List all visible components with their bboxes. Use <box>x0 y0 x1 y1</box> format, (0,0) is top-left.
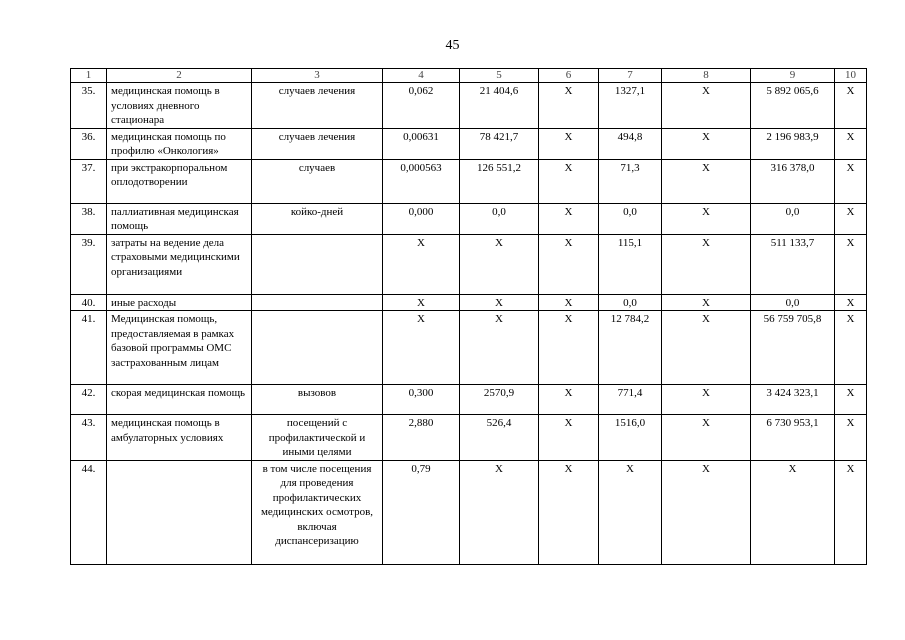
col-7-value: 12 784,2 <box>599 311 662 385</box>
col-6-value: Х <box>539 311 599 385</box>
col-6-value: Х <box>539 159 599 203</box>
row-number: 39. <box>71 234 107 294</box>
table-row <box>71 415 867 461</box>
unit-of-measure: вызовов <box>252 385 383 415</box>
row-number: 44. <box>71 460 107 564</box>
col-8-value: Х <box>662 460 751 564</box>
col-9-value: 316 378,0 <box>751 159 835 203</box>
indicator-name <box>107 460 252 564</box>
unit-of-measure <box>252 234 383 294</box>
page-number: 45 <box>445 38 460 53</box>
col-6-value: Х <box>539 203 599 234</box>
indicator-name: при экстракорпоральном оплодотворении <box>107 159 252 203</box>
row-number: 37. <box>71 159 107 203</box>
col-7-value: 0,0 <box>599 203 662 234</box>
column-number: 4 <box>383 69 460 83</box>
col-4-value: 0,300 <box>383 385 460 415</box>
col-4-value: Х <box>383 234 460 294</box>
col-9-value: 5 892 065,6 <box>751 83 835 129</box>
col-10-value: Х <box>835 128 867 159</box>
col-9-value: 6 730 953,1 <box>751 415 835 461</box>
column-number: 5 <box>460 69 539 83</box>
col-8-value: Х <box>662 234 751 294</box>
table-row <box>71 159 867 203</box>
col-5-value: Х <box>460 294 539 311</box>
col-4-value: Х <box>383 311 460 385</box>
table-row <box>71 83 867 129</box>
indicator-name: медицинская помощь в амбулаторных условиях <box>107 415 252 461</box>
row-number: 40. <box>71 294 107 311</box>
indicator-name: Медицинская помощь, предоставляемая в рамках базовой программы ОМС застрахованным лицам <box>107 311 252 385</box>
col-10-value: Х <box>835 159 867 203</box>
row-number: 38. <box>71 203 107 234</box>
column-number: 7 <box>599 69 662 83</box>
col-5-value: Х <box>460 234 539 294</box>
table-row <box>71 203 867 234</box>
indicator-name: затраты на ведение дела страховыми медицинскими организациями <box>107 234 252 294</box>
col-5-value: Х <box>460 311 539 385</box>
col-6-value: Х <box>539 234 599 294</box>
table-row <box>71 311 867 385</box>
row-number: 35. <box>71 83 107 129</box>
col-5-value: 21 404,6 <box>460 83 539 129</box>
col-7-value: 1516,0 <box>599 415 662 461</box>
col-9-value: 0,0 <box>751 294 835 311</box>
column-number: 3 <box>252 69 383 83</box>
col-9-value: 2 196 983,9 <box>751 128 835 159</box>
col-7-value: Х <box>599 460 662 564</box>
col-7-value: 115,1 <box>599 234 662 294</box>
col-10-value: Х <box>835 311 867 385</box>
col-5-value: 78 421,7 <box>460 128 539 159</box>
table-row <box>71 385 867 415</box>
col-5-value: 0,0 <box>460 203 539 234</box>
col-8-value: Х <box>662 415 751 461</box>
col-10-value: Х <box>835 234 867 294</box>
col-6-value: Х <box>539 385 599 415</box>
col-4-value: Х <box>383 294 460 311</box>
row-number: 36. <box>71 128 107 159</box>
table-row <box>71 460 867 564</box>
col-8-value: Х <box>662 83 751 129</box>
col-8-value: Х <box>662 159 751 203</box>
unit-of-measure: посещений с профилактической и иными целями <box>252 415 383 461</box>
col-10-value: Х <box>835 460 867 564</box>
col-5-value: 126 551,2 <box>460 159 539 203</box>
col-4-value: 0,00631 <box>383 128 460 159</box>
col-9-value: 3 424 323,1 <box>751 385 835 415</box>
col-4-value: 0,79 <box>383 460 460 564</box>
col-6-value: Х <box>539 83 599 129</box>
unit-of-measure <box>252 311 383 385</box>
col-6-value: Х <box>539 128 599 159</box>
col-9-value: 511 133,7 <box>751 234 835 294</box>
col-6-value: Х <box>539 415 599 461</box>
col-9-value: 56 759 705,8 <box>751 311 835 385</box>
col-10-value: Х <box>835 83 867 129</box>
data-table <box>70 68 867 565</box>
col-5-value: 526,4 <box>460 415 539 461</box>
col-7-value: 71,3 <box>599 159 662 203</box>
col-4-value: 0,000563 <box>383 159 460 203</box>
column-number: 6 <box>539 69 599 83</box>
indicator-name: скорая медицинская помощь <box>107 385 252 415</box>
row-number: 42. <box>71 385 107 415</box>
row-number: 41. <box>71 311 107 385</box>
unit-of-measure: случаев лечения <box>252 128 383 159</box>
col-7-value: 771,4 <box>599 385 662 415</box>
indicator-name: паллиативная медицинская помощь <box>107 203 252 234</box>
unit-of-measure <box>252 294 383 311</box>
row-number: 43. <box>71 415 107 461</box>
table-row <box>71 128 867 159</box>
column-number: 10 <box>835 69 867 83</box>
table-row <box>71 294 867 311</box>
col-5-value: Х <box>460 460 539 564</box>
col-8-value: Х <box>662 203 751 234</box>
header-row <box>71 69 867 83</box>
indicator-name: медицинская помощь в условиях дневного стационара <box>107 83 252 129</box>
col-7-value: 1327,1 <box>599 83 662 129</box>
column-number: 1 <box>71 69 107 83</box>
col-6-value: Х <box>539 294 599 311</box>
column-number: 8 <box>662 69 751 83</box>
unit-of-measure: случаев лечения <box>252 83 383 129</box>
col-10-value: Х <box>835 385 867 415</box>
col-8-value: Х <box>662 294 751 311</box>
col-10-value: Х <box>835 203 867 234</box>
col-10-value: Х <box>835 294 867 311</box>
col-8-value: Х <box>662 128 751 159</box>
col-9-value: Х <box>751 460 835 564</box>
col-10-value: Х <box>835 415 867 461</box>
col-4-value: 0,000 <box>383 203 460 234</box>
col-5-value: 2570,9 <box>460 385 539 415</box>
col-4-value: 2,880 <box>383 415 460 461</box>
unit-of-measure: в том числе посещения для проведения профилактических медицинских осмотров, включая диспансеризацию <box>252 460 383 564</box>
column-number: 2 <box>107 69 252 83</box>
unit-of-measure: койко-дней <box>252 203 383 234</box>
indicator-name: медицинская помощь по профилю «Онкология» <box>107 128 252 159</box>
col-6-value: Х <box>539 460 599 564</box>
column-number: 9 <box>751 69 835 83</box>
col-9-value: 0,0 <box>751 203 835 234</box>
table-row <box>71 234 867 294</box>
unit-of-measure: случаев <box>252 159 383 203</box>
col-7-value: 494,8 <box>599 128 662 159</box>
col-8-value: Х <box>662 311 751 385</box>
col-7-value: 0,0 <box>599 294 662 311</box>
col-4-value: 0,062 <box>383 83 460 129</box>
indicator-name: иные расходы <box>107 294 252 311</box>
col-8-value: Х <box>662 385 751 415</box>
